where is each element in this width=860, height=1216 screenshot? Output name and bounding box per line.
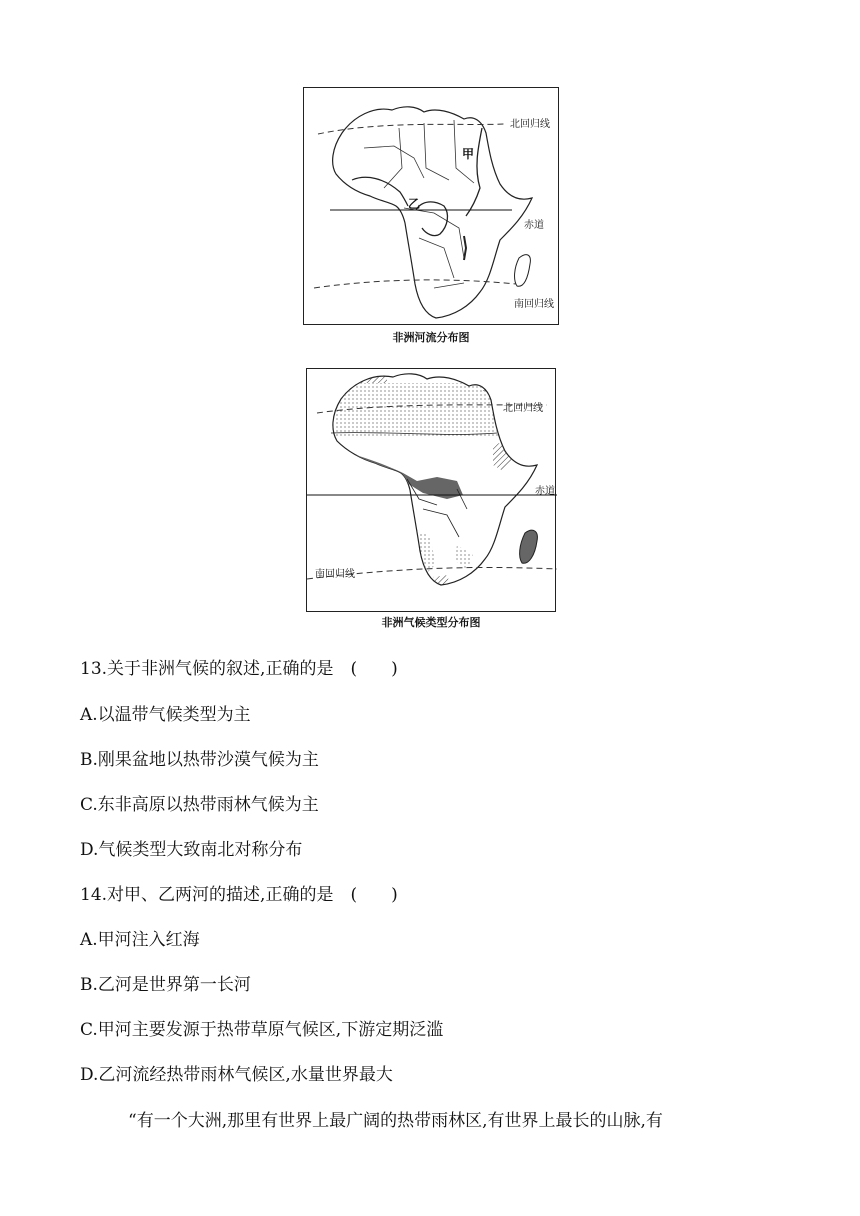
equator-label: 赤道 [535,486,555,497]
q13-option-a: A.以温带气候类型为主 [80,705,251,725]
tropic-of-capricorn-label: 南回归线 [315,569,355,580]
q13-option-b: B.刚果盆地以热带沙漠气候为主 [80,750,319,770]
q14-option-b: B.乙河是世界第一长河 [80,975,251,995]
africa-rivers-map [303,87,559,325]
q14-option-c: C.甲河主要发源于热带草原气候区,下游定期泛滥 [80,1020,444,1040]
q14-option-d: D.乙河流经热带雨林气候区,水量世界最大 [80,1065,393,1085]
climate-map-caption: 非洲气候类型分布图 [381,616,481,629]
rivers-map-caption: 非洲河流分布图 [392,331,470,344]
q13-option-d: D.气候类型大致南北对称分布 [80,840,303,860]
equator-label: 赤道 [524,220,544,231]
passage-text: “有一个大洲,那里有世界上最广阔的热带雨林区,有世界上最长的山脉,有 [128,1111,663,1131]
question-14-stem: 14.对甲、乙两河的描述,正确的是 ( ) [80,885,398,905]
river-yi-label: 乙 [408,197,421,211]
tropic-of-cancer-label: 北回归线 [503,403,543,414]
river-jia-label: 甲 [462,147,475,161]
q13-option-c: C.东非高原以热带雨林气候为主 [80,795,319,815]
q14-option-a: A.甲河注入红海 [80,930,200,950]
tropic-of-cancer-label: 北回归线 [510,119,550,130]
tropic-of-capricorn-label: 南回归线 [514,299,554,310]
africa-climate-map [306,368,556,612]
question-13-stem: 13.关于非洲气候的叙述,正确的是 ( ) [80,659,398,679]
